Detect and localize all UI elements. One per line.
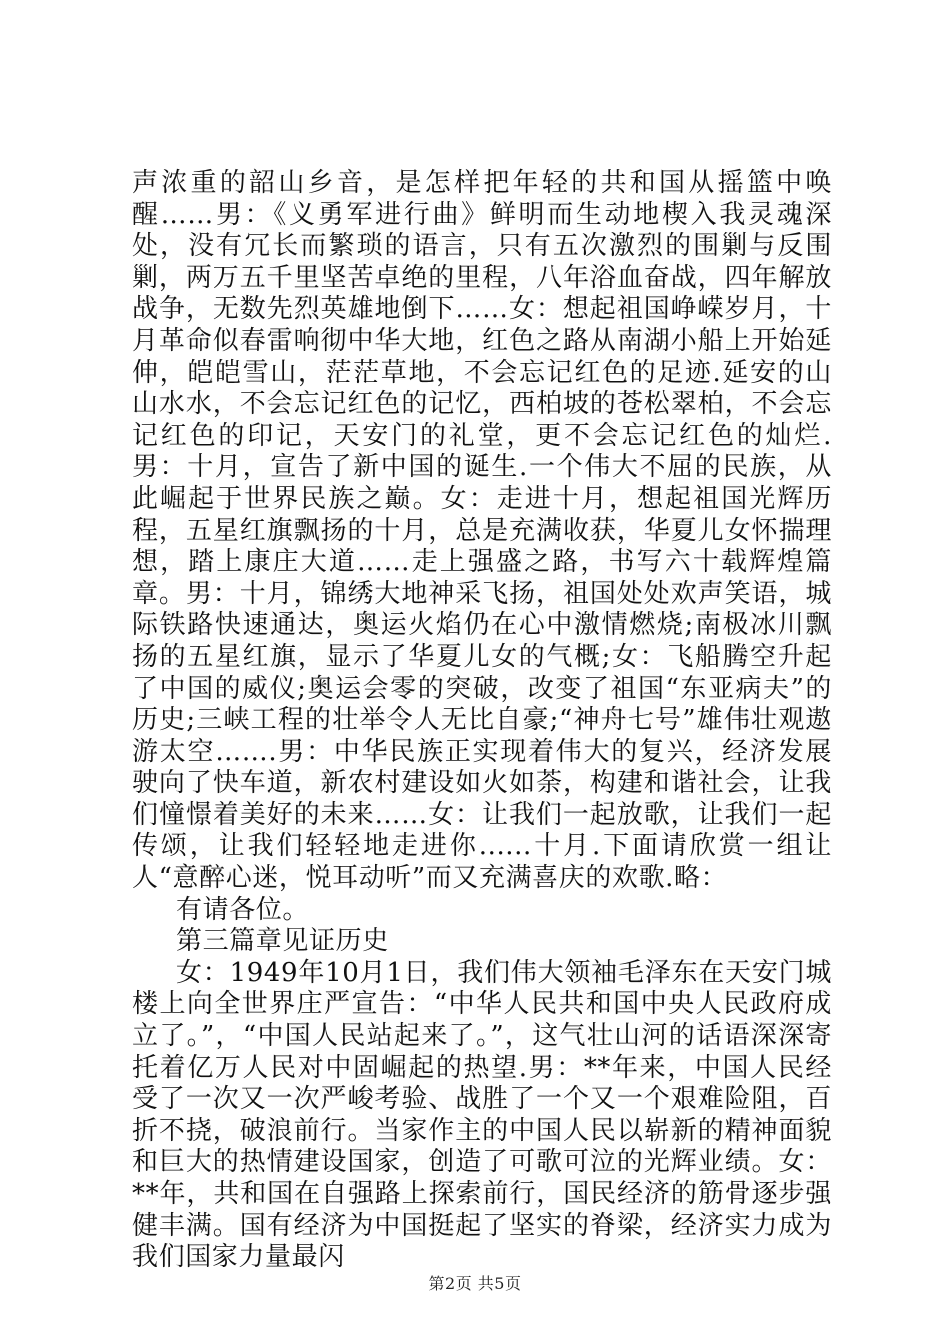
paragraph-dialogue-continued: 声浓重的韶山乡音，是怎样把年轻的共和国从摇篮中唤醒……男：《义勇军进行曲》鲜明而生动地楔入我灵魂深处，没有冗长而繁琐的语言，只有五次激烈的围剿与反围剿，两万五千里坚苦卓绝的里程，八年浴血奋战，四年解放战争，无数先烈英雄地倒下……女：想起祖国峥嵘岁月，十月革命似春雷响彻中华大地，红色之路从南湖小船上开始延伸，皑皑雪山，茫茫草地，不会忘记红色的足迹.延安的山山水水，不会忘记红色的记忆，西柏坡的苍松翠柏，不会忘记红色的印记，天安门的礼堂，更不会忘记红色的灿烂.男：十月，宣告了新中国的诞生.一个伟大不屈的民族，从此崛起于世界民族之巅。女：走进十月，想起祖国光辉历程，五星红旗飘扬的十月，总是充满收获，华夏儿女怀揣理想，踏上康庄大道……走上强盛之路，书写六十载辉煌篇章。男：十月，锦绣大地神采飞扬，祖国处处欢声笑语，城际铁路快速通达，奥运火焰仍在心中激情燃烧;南极冰川飘扬的五星红旗，显示了华夏儿女的气概;女：飞船腾空升起了中国的威仪;奥运会零的突破，改变了祖国“东亚病夫”的历史;三峡工程的壮举令人无比自豪;“神舟七号”雄伟壮观遨游太空…….男：中华民族正实现着伟大的复兴，经济发展驶向了快车道，新农村建设如火如荼，构建和谐社会，让我们憧憬着美好的未来……女：让我们一起放歌，让我们一起传颂，让我们轻轻地走进你......十月.下面请欣赏一组让人“意醉心迷，悦耳动听”而又充满喜庆的欢歌.略： <box>132 168 832 894</box>
document-body <box>132 168 832 1274</box>
paragraph-invitation: 有请各位。 <box>176 894 310 925</box>
page-footer: 第2页 共5页 <box>428 1274 522 1293</box>
paragraph-witness-history: 女：1949年10月1日，我们伟大领袖毛泽东在天安门城楼上向全世界庄严宣告：“中华人民共和国中央人民政府成立了。”，“中国人民站起来了。”，这气壮山河的话语深深寄托着亿万人民对中固崛起的热望.男：**年来，中国人民经受了一次又一次严峻考验、战胜了一个又一个艰难险阻，百折不挠，破浪前行。当家作主的中国人民以崭新的精神面貌和巨大的热情建设国家，创造了可歌可泣的光辉业绩。女：**年，共和国在自强路上探索前行，国民经济的筋骨逐步强健丰满。国有经济为中国挺起了坚实的脊梁，经济实力成为我们国家力量最闪 <box>132 957 832 1273</box>
section-heading: 第三篇章见证历史 <box>176 926 389 957</box>
